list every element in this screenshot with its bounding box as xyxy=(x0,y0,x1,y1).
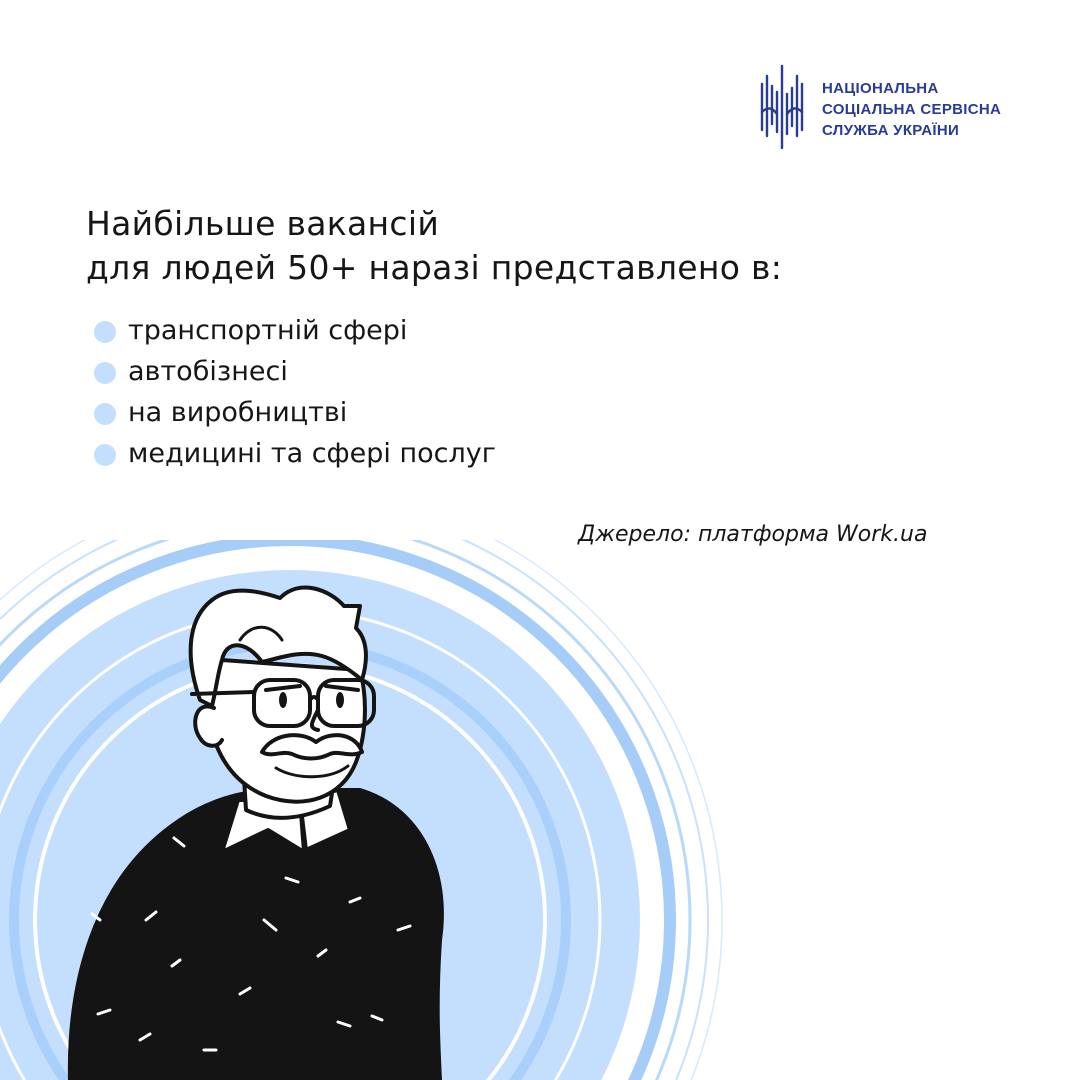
elderly-man-with-glasses-icon xyxy=(0,540,1080,1080)
list-item xyxy=(94,433,496,474)
list-item xyxy=(94,392,496,433)
bullet-dot-icon xyxy=(94,444,116,466)
headline-line: для людей 50+ наразі представлено в: xyxy=(86,248,783,287)
list-item xyxy=(94,310,496,351)
list-item-label: автобізнесі xyxy=(128,356,288,387)
list-item-label: транспортній сфері xyxy=(128,315,408,346)
agency-name-line: СОЦІАЛЬНА СЕРВІСНА xyxy=(822,101,1002,118)
sector-list xyxy=(94,310,496,474)
headline-line: Найбільше вакансій xyxy=(86,204,440,243)
bullet-dot-icon xyxy=(94,403,116,425)
agency-name-line: НАЦІОНАЛЬНА xyxy=(822,80,939,97)
list-item xyxy=(94,351,496,392)
agency-name xyxy=(822,78,1001,141)
list-item-label: медицині та сфері послуг xyxy=(128,438,496,469)
agency-emblem-icon xyxy=(756,62,816,152)
bullet-dot-icon xyxy=(94,321,116,343)
bullet-dot-icon xyxy=(94,362,116,384)
source-note: Джерело: платформа Work.ua xyxy=(578,522,928,547)
headline xyxy=(86,202,782,290)
agency-logo xyxy=(756,62,1046,152)
list-item-label: на виробництві xyxy=(128,397,348,428)
agency-name-line: СЛУЖБА УКРАЇНИ xyxy=(822,122,960,139)
